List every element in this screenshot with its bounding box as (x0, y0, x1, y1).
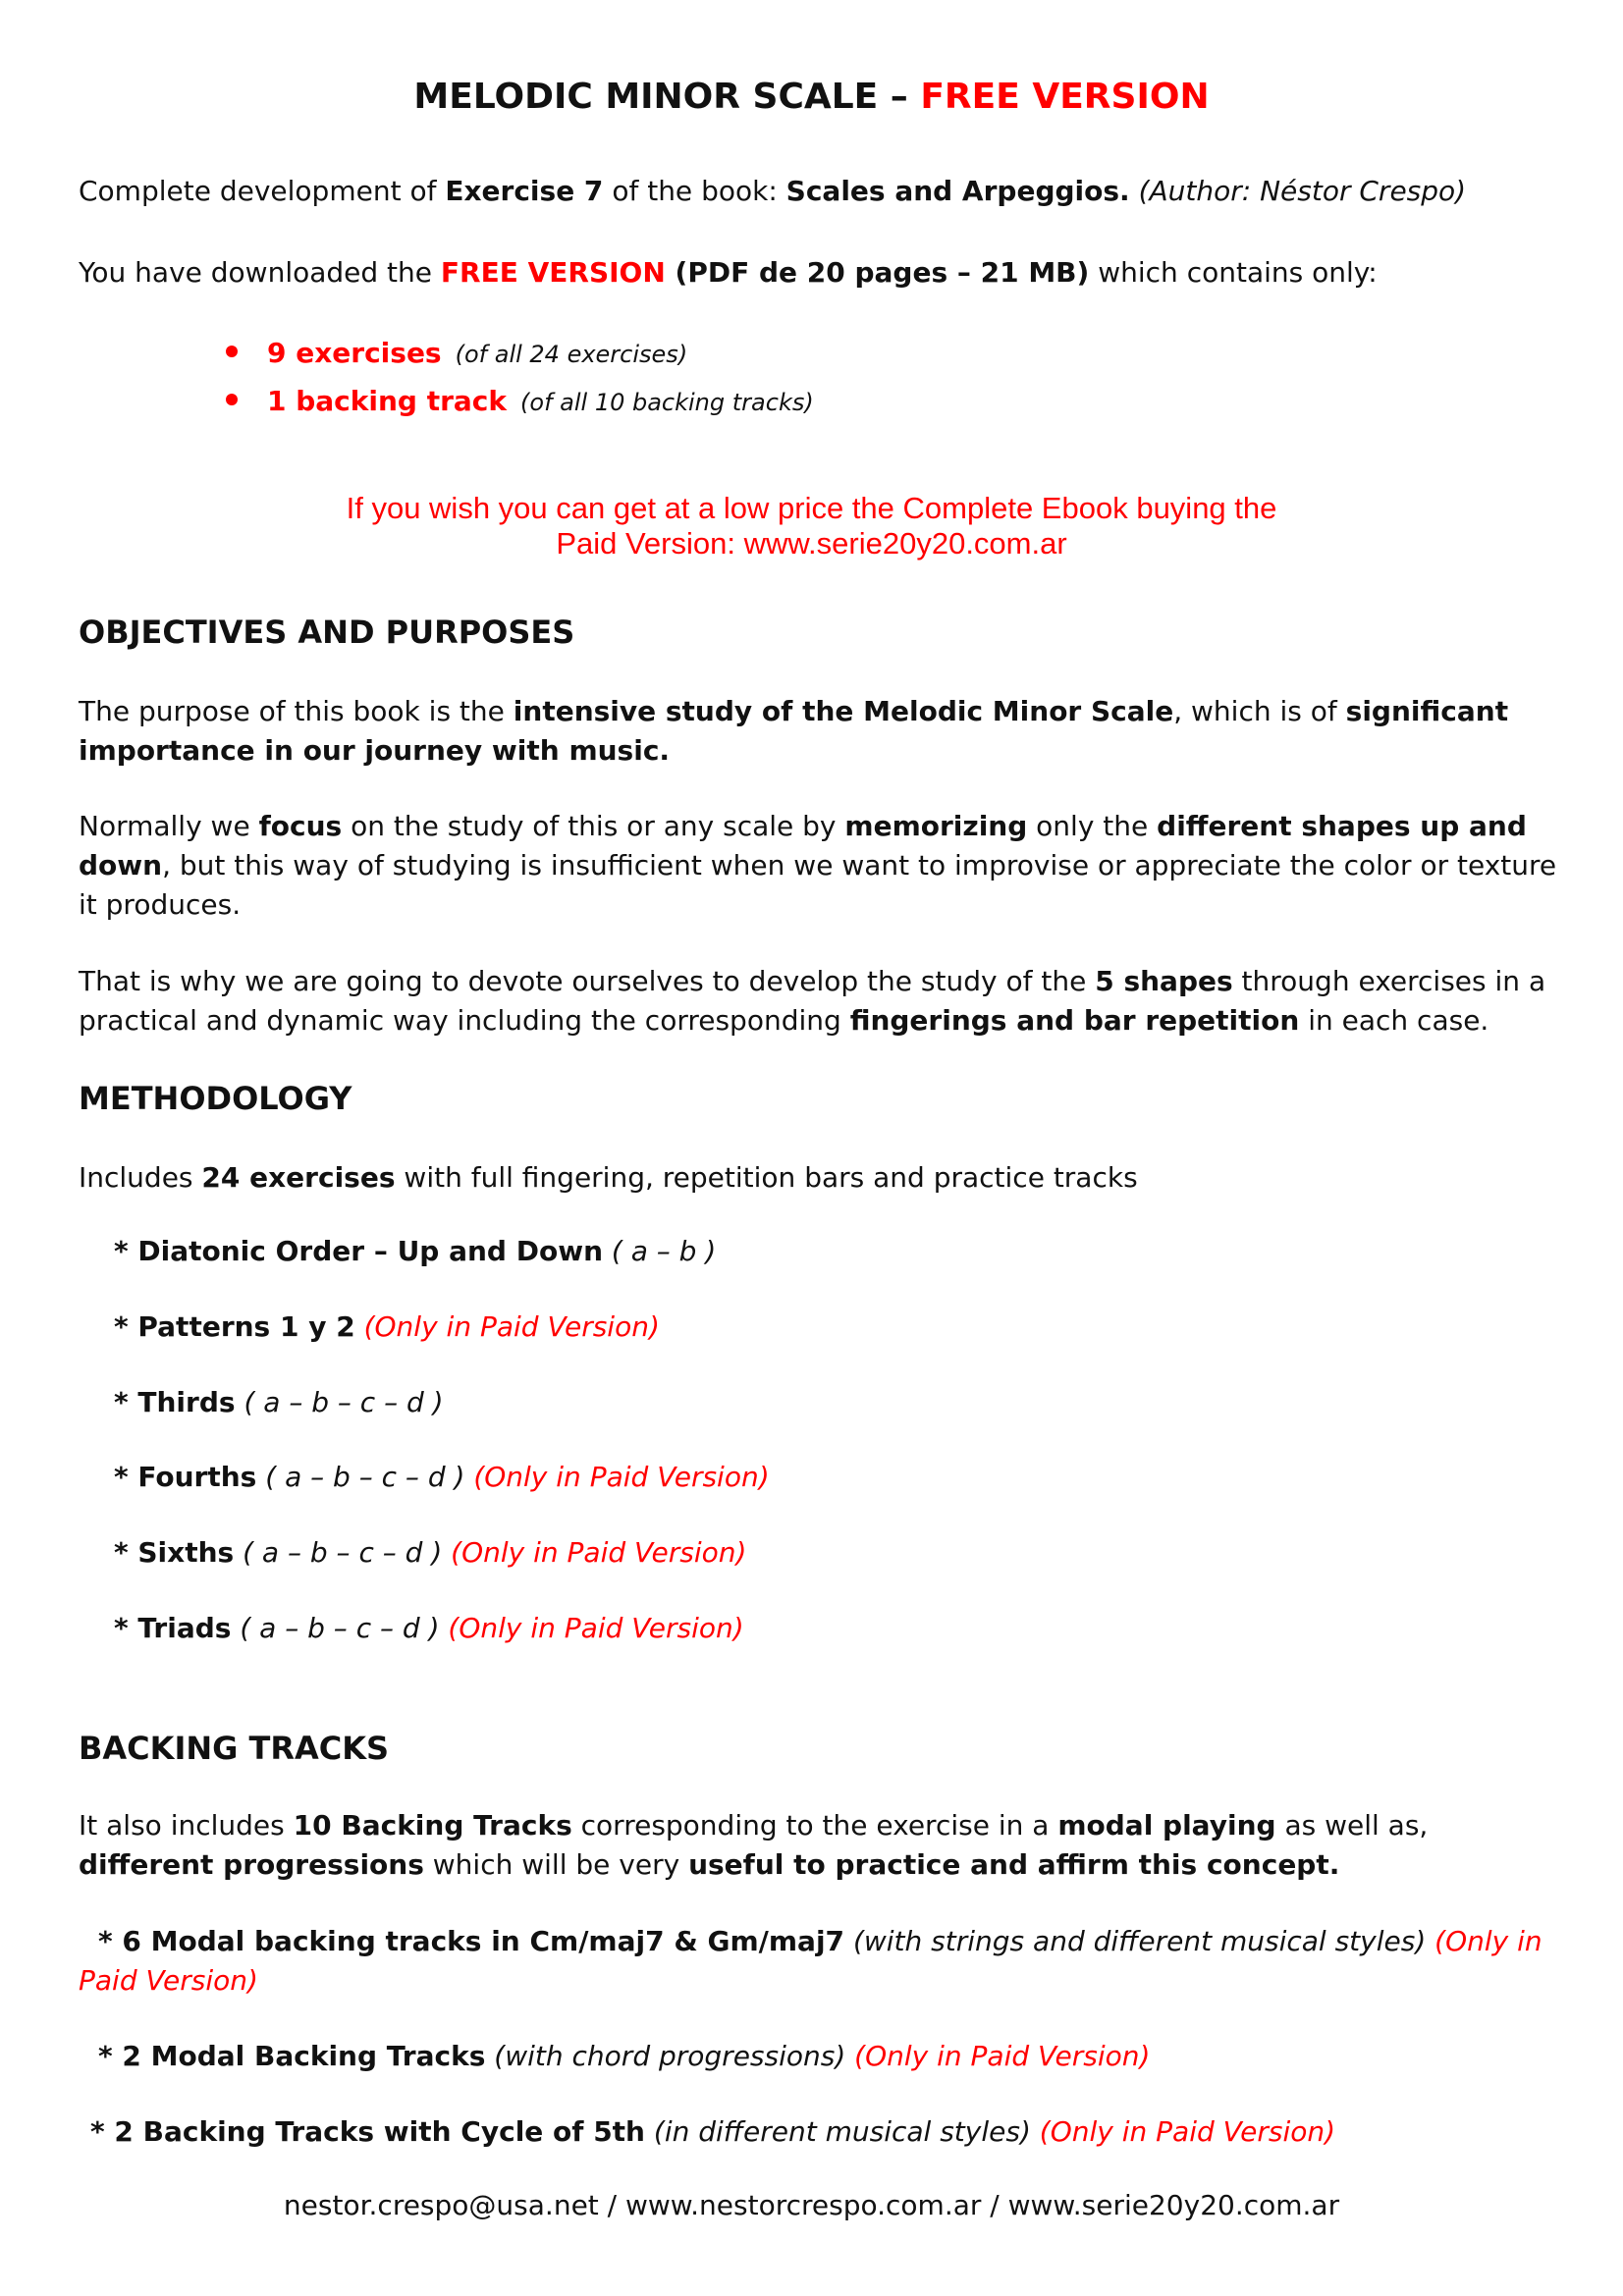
text: corresponding to the exercise in a (571, 1809, 1058, 1842)
download-pdf-info: (PDF de 20 pages – 21 MB) (665, 256, 1090, 289)
text-bold: 24 exercises (201, 1161, 396, 1194)
text: through exercises in a practical and dynamic way including the corresponding (79, 965, 1546, 1037)
title-free-version: FREE VERSION (920, 77, 1210, 117)
objectives-heading: OBJECTIVES AND PURPOSES (79, 614, 575, 651)
text: , which is of (1173, 695, 1346, 727)
methodology-item (114, 1612, 744, 1644)
bullet-dot-icon (226, 394, 238, 405)
text: Normally we (79, 810, 259, 842)
intro-text-2: of the book: (603, 175, 786, 207)
objectives-paragraph-3 (79, 962, 1571, 1041)
item-letters: ( a – b ) (603, 1235, 717, 1267)
promo-line-2[interactable]: Paid Version: www.serie20y20.com.ar (556, 526, 1067, 561)
item-description: (with strings and different musical styles) (844, 1925, 1427, 1957)
item-label: * Thirds (114, 1386, 236, 1418)
bullet-main: 1 backing track (267, 385, 508, 417)
item-label: * Sixths (114, 1536, 235, 1569)
methodology-item (114, 1536, 746, 1569)
text-bold: different progressions (79, 1848, 424, 1881)
page-title (0, 77, 1623, 117)
intro-text: Complete development of (79, 175, 446, 207)
intro-book-title: Scales and Arpeggios. (785, 175, 1130, 207)
download-free-version: FREE VERSION (440, 256, 666, 289)
methodology-heading: METHODOLOGY (79, 1080, 352, 1117)
text-bold: intensive study of the Melodic Minor Scale (513, 695, 1174, 727)
text-bold: focus (258, 810, 343, 842)
methodology-item (114, 1235, 716, 1267)
item-label: * Fourths (114, 1461, 257, 1493)
item-label: * 2 Backing Tracks with Cycle of 5th (90, 2115, 645, 2148)
bullet-item (226, 385, 814, 417)
item-paid-note: (Only in Paid Version) (439, 1612, 744, 1644)
item-letters: ( a – b – c – d ) (234, 1536, 452, 1569)
item-paid-note: (Only in Paid Version) (79, 1925, 1542, 1997)
text: It also includes (79, 1809, 294, 1842)
promo-line-1: If you wish you can get at a low price the Complete Ebook buying the (346, 491, 1277, 525)
backing-track-item (90, 2115, 1335, 2148)
text: as well as, (1275, 1809, 1429, 1842)
text: with full fingering, repetition bars and practice tracks (395, 1161, 1138, 1194)
text-bold: 10 Backing Tracks (293, 1809, 572, 1842)
item-paid-note: (Only in Paid Version) (354, 1310, 660, 1343)
text: only the (1027, 810, 1158, 842)
backing-tracks-paragraph (79, 1806, 1571, 1885)
text-bold: fingerings and bar repetition (849, 1004, 1300, 1037)
bullet-main: 9 exercises (267, 337, 442, 369)
text: in each case. (1299, 1004, 1489, 1037)
text: which will be very (423, 1848, 689, 1881)
text: The purpose of this book is the (79, 695, 514, 727)
bullet-note: (of all 10 backing tracks) (520, 389, 814, 416)
download-text: You have downloaded the (79, 256, 441, 289)
text: , but this way of studying is insufficient when we want to improvise or appreciate the color or texture it produces. (79, 849, 1557, 921)
text-bold: different shapes up and down (79, 810, 1527, 881)
text-bold: modal playing (1057, 1809, 1276, 1842)
item-label: * 2 Modal Backing Tracks (98, 2040, 486, 2072)
item-label: * Triads (114, 1612, 232, 1644)
item-label: * Diatonic Order – Up and Down (114, 1235, 603, 1267)
objectives-paragraph-1 (79, 692, 1571, 771)
text: on the study of this or any scale by (342, 810, 845, 842)
methodology-item (114, 1386, 444, 1418)
backing-track-item (98, 2040, 1150, 2072)
bullet-dot-icon (226, 346, 238, 357)
text-bold: 5 shapes (1095, 965, 1233, 997)
methodology-intro (79, 1158, 1138, 1198)
footer-contact[interactable]: nestor.crespo@usa.net / www.nestorcrespo.com.ar / www.serie20y20.com.ar (283, 2189, 1340, 2221)
item-letters: ( a – b – c – d ) (231, 1612, 440, 1644)
backing-track-item (79, 1922, 1571, 2001)
text: That is why we are going to devote ourselves to develop the study of the (79, 965, 1096, 997)
item-paid-note: (Only in Paid Version) (464, 1461, 770, 1493)
item-description: (in different musical styles) (645, 2115, 1031, 2148)
intro-author: (Author: Néstor Crespo) (1129, 175, 1467, 207)
text-bold: memorizing (844, 810, 1028, 842)
text-bold: significant importance in our journey with music. (79, 695, 1509, 767)
text-bold: useful to practice and affirm this concept. (688, 1848, 1340, 1881)
bullet-item (226, 337, 687, 369)
title-main: MELODIC MINOR SCALE – (413, 77, 921, 117)
item-label: * 6 Modal backing tracks in Cm/maj7 & Gm/maj7 (98, 1925, 845, 1957)
text: Includes (79, 1161, 202, 1194)
item-letters: ( a – b – c – d ) (256, 1461, 465, 1493)
item-letters: ( a – b – c – d ) (235, 1386, 444, 1418)
download-line (79, 253, 1378, 293)
methodology-item (114, 1461, 770, 1493)
item-paid-note: (Only in Paid Version) (845, 2040, 1151, 2072)
item-paid-note: (Only in Paid Version) (451, 1536, 747, 1569)
objectives-paragraph-2 (79, 807, 1571, 925)
intro-exercise: Exercise 7 (445, 175, 604, 207)
item-paid-note: (Only in Paid Version) (1030, 2115, 1336, 2148)
intro-line (79, 172, 1466, 211)
item-label: * Patterns 1 y 2 (114, 1310, 355, 1343)
backing-tracks-heading: BACKING TRACKS (79, 1730, 390, 1767)
bullet-note: (of all 24 exercises) (455, 341, 688, 368)
item-description: (with chord progressions) (485, 2040, 846, 2072)
methodology-item (114, 1310, 660, 1343)
download-text-2: which contains only: (1089, 256, 1378, 289)
